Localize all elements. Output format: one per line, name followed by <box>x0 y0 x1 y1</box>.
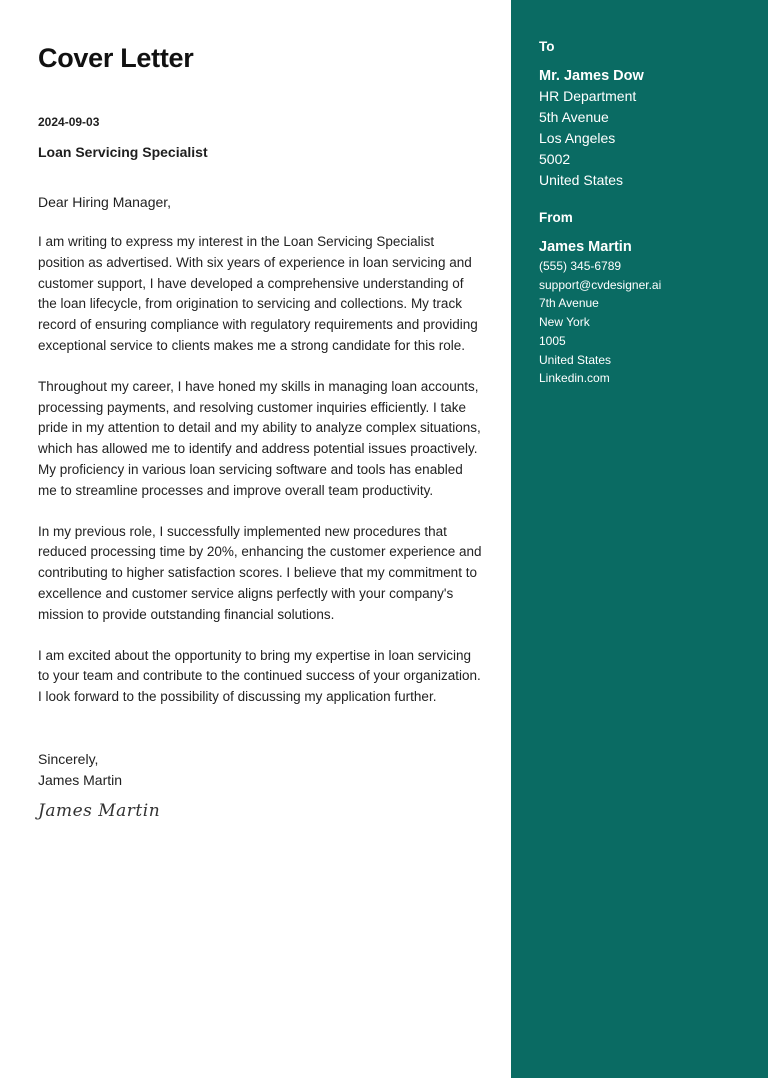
sender-phone: (555) 345-6789 <box>539 259 622 273</box>
recipient-name: Mr. James Dow <box>539 68 644 84</box>
sender-country: United States <box>539 352 612 367</box>
sender-website-link[interactable]: Linkedin.com <box>539 371 610 386</box>
sender-street: 7th Avenue <box>539 296 599 311</box>
recipient-street: 5th Avenue <box>539 109 609 125</box>
letter-body <box>38 40 484 821</box>
letter-date: 2024-09-03 <box>38 115 100 129</box>
recipient-department: HR Department <box>539 88 637 104</box>
paragraph-1: I am writing to express my interest in the Loan Servicing Specialist position as advertised. With six years of experience in loan servicing and customer support, I have developed a comprehensive understanding of the loan lifecycle, from origination to servicing and collections. My track record of ensuring compliance with regulatory requirements and providing exceptional service to clients makes me a strong candidate for this role. <box>38 234 478 353</box>
closing-phrase: Sincerely, <box>38 750 99 767</box>
sender-zip: 1005 <box>539 333 566 348</box>
sender-email[interactable]: support@cvdesigner.ai <box>539 277 662 292</box>
paragraph-2: Throughout my career, I have honed my skills in managing loan accounts, processing payments, and resolving customer inquiries efficiently. I take pride in my attention to detail and my ability to analyze complex situations, which has allowed me to identify and address potential issues proactively. My proficiency in various loan servicing software and tools has enabled me to streamline processes and improve overall team productivity. <box>38 378 481 498</box>
salutation: Dear Hiring Manager, <box>38 194 172 210</box>
sender-name: James Martin <box>539 239 632 255</box>
page-title: Cover Letter <box>38 43 194 73</box>
closing-block <box>38 749 484 791</box>
to-heading: To <box>539 39 555 54</box>
recipient-city: Los Angeles <box>539 130 616 146</box>
recipient-zip: 5002 <box>539 151 571 167</box>
closing-name: James Martin <box>38 771 123 788</box>
from-heading: From <box>539 210 573 225</box>
sender-city: New York <box>539 315 590 330</box>
signature: James Martin <box>38 800 161 821</box>
recipient-country: United States <box>539 172 624 188</box>
position-title: Loan Servicing Specialist <box>38 144 208 160</box>
contact-sidebar <box>511 0 768 1078</box>
sidebar-content <box>539 38 759 388</box>
paragraph-3: In my previous role, I successfully implemented new procedures that reduced processing time by 20%, enhancing the customer experience and contributing to higher satisfaction scores. I believe that my commitment to excellence and customer service aligns perfectly with your company's mission to provide outstanding financial solutions. <box>38 523 482 622</box>
paragraph-4: I am excited about the opportunity to bring my expertise in loan servicing to your team and contribute to the continued success of your organization. I look forward to the possibility of discussing my application further. <box>38 647 481 705</box>
